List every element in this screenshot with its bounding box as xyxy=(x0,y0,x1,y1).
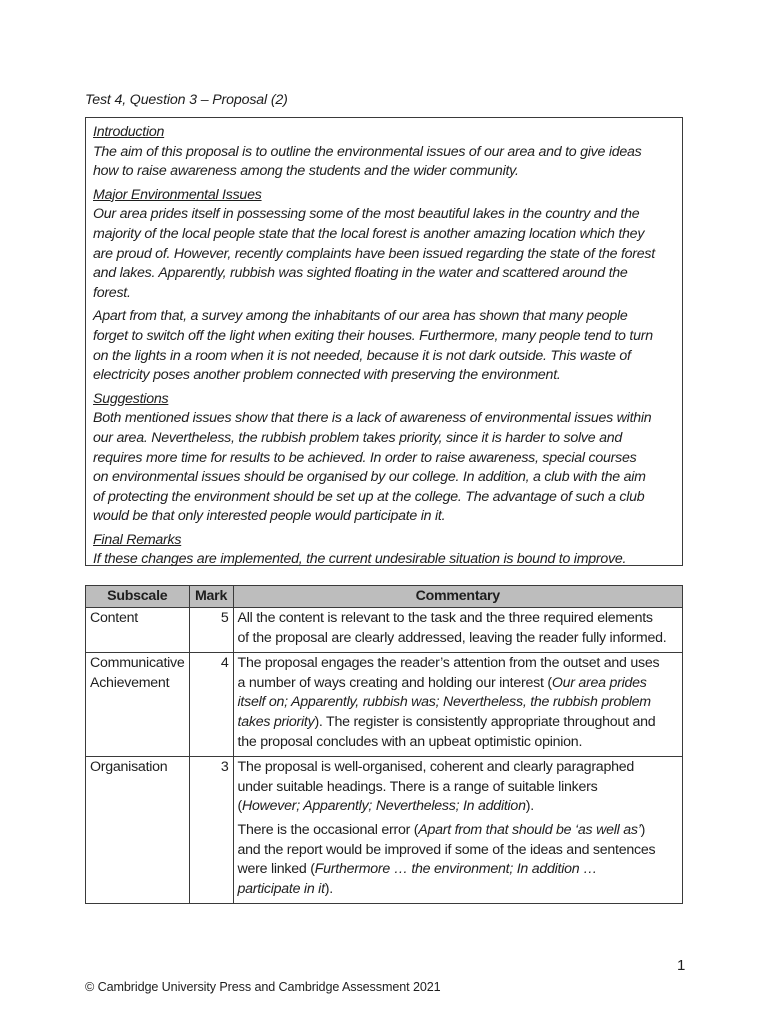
section-heading-final-remarks: Final Remarks xyxy=(93,531,182,548)
text-line: The proposal engages the reader’s attention from the outset and uses xyxy=(237,655,660,672)
text-line xyxy=(238,797,678,817)
document-title: Test 4, Question 3 – Proposal (2) xyxy=(85,92,288,108)
text-line: would be that only interested people would participate in it. xyxy=(93,508,446,525)
major-issues-paragraph-2 xyxy=(93,307,675,385)
text-run: ( xyxy=(237,798,243,815)
commentary-cell xyxy=(233,757,682,904)
subscale-cell: Content xyxy=(86,608,190,653)
text-run: a number of ways creating and holding our interest ( xyxy=(237,674,552,691)
text-run: There is the occasional error ( xyxy=(237,821,419,838)
table-header-row xyxy=(86,586,683,608)
text-line: electricity poses another problem connected with preserving the environment. xyxy=(93,367,561,384)
example-quote: Furthermore … the environment; In addition … xyxy=(314,861,598,878)
text-line: Both mentioned issues show that there is a lack of awareness of environmental issues within xyxy=(93,410,652,427)
text-line: how to raise awareness among the students and the wider community. xyxy=(93,163,519,180)
example-quote: Apart from that should be ‘as well as’ xyxy=(418,821,641,838)
text-line: All the content is relevant to the task and the three required elements xyxy=(237,610,653,626)
text-line: our area. Nevertheless, the rubbish problem takes priority, since it is harder to solve and xyxy=(93,429,622,446)
header-commentary: Commentary xyxy=(233,586,682,608)
section-heading-major-issues: Major Environmental Issues xyxy=(93,186,262,203)
table-row-content xyxy=(86,608,683,653)
text-run: ). xyxy=(324,880,333,897)
suggestions-paragraph xyxy=(93,409,675,527)
text-line: The proposal is well-organised, coherent and clearly paragraphed xyxy=(237,759,635,776)
commentary-cell xyxy=(233,653,682,757)
example-quote: Our area prides xyxy=(551,674,647,691)
text-line: under suitable headings. There is a range of suitable linkers xyxy=(237,778,598,795)
header-subscale: Subscale xyxy=(86,586,190,608)
text-line xyxy=(238,713,678,733)
mark-cell: 5 xyxy=(189,608,233,653)
text-line: on the lights in a room when it is not needed, because it is not dark outside. This waste of xyxy=(93,347,631,364)
text-line: of the proposal are clearly addressed, leaving the reader fully informed. xyxy=(237,629,667,646)
subscale-cell xyxy=(86,653,190,757)
text-run: ) xyxy=(640,821,646,838)
example-quote: participate in it xyxy=(237,880,325,897)
table-row-communicative-achievement xyxy=(86,653,683,757)
text-line: on environmental issues should be organised by our college. In addition, a club with the aim xyxy=(93,469,646,486)
text-line: Communicative xyxy=(90,655,185,672)
text-line: forget to switch off the light when exiting their houses. Furthermore, many people tend to turn xyxy=(93,327,653,344)
section-heading-introduction: Introduction xyxy=(93,124,165,140)
text-line: and lakes. Apparently, rubbish was sighted floating in the water and scattered around the xyxy=(93,265,628,282)
text-line xyxy=(238,821,678,841)
text-line: Apart from that, a survey among the inhabitants of our area has shown that many people xyxy=(93,308,628,325)
text-line: are proud of. However, recently complaints have been issued regarding the state of the forest xyxy=(93,245,655,262)
commentary-cell xyxy=(233,608,682,653)
assessment-table xyxy=(85,585,683,904)
copyright-notice: © Cambridge University Press and Cambridge Assessment 2021 xyxy=(85,980,441,994)
section-heading-suggestions: Suggestions xyxy=(93,390,169,407)
mark-cell: 4 xyxy=(189,653,233,757)
text-line xyxy=(238,674,678,694)
text-line: The aim of this proposal is to outline the environmental issues of our area and to give ideas xyxy=(93,143,642,160)
text-line: of protecting the environment should be set up at the college. The advantage of such a club xyxy=(93,488,645,505)
introduction-paragraph xyxy=(93,143,675,182)
text-line: majority of the local people state that the local forest is another amazing location which they xyxy=(93,225,645,242)
text-line xyxy=(238,860,678,880)
text-line: Achievement xyxy=(90,674,170,691)
major-issues-paragraph-1 xyxy=(93,205,675,303)
text-line: Our area prides itself in possessing some of the most beautiful lakes in the country and the xyxy=(93,206,640,223)
example-quote: takes priority xyxy=(237,713,315,730)
text-line: the proposal concludes with an upbeat optimistic opinion. xyxy=(237,733,583,750)
text-run: ). xyxy=(525,798,534,815)
subscale-cell: Organisation xyxy=(86,757,190,904)
mark-cell: 3 xyxy=(189,757,233,904)
example-quote: itself on; Apparently, rubbish was; Nevertheless, the rubbish problem xyxy=(237,694,651,711)
table-row-organisation xyxy=(86,757,683,904)
header-mark: Mark xyxy=(189,586,233,608)
proposal-text-box xyxy=(85,117,683,566)
text-run: were linked ( xyxy=(237,861,315,878)
text-run: ). The register is consistently appropriate throughout and xyxy=(314,713,656,730)
page-number: 1 xyxy=(677,957,686,974)
text-line: requires more time for results to be achieved. In order to raise awareness, special courses xyxy=(93,449,637,466)
text-line: and the report would be improved if some of the ideas and sentences xyxy=(237,841,656,858)
example-quote: However; Apparently; Nevertheless; In addition xyxy=(242,798,526,815)
text-line: If these changes are implemented, the current undesirable situation is bound to improve. xyxy=(93,551,627,568)
final-remarks-paragraph xyxy=(93,550,675,570)
text-line: forest. xyxy=(93,284,131,301)
text-line xyxy=(238,880,678,900)
